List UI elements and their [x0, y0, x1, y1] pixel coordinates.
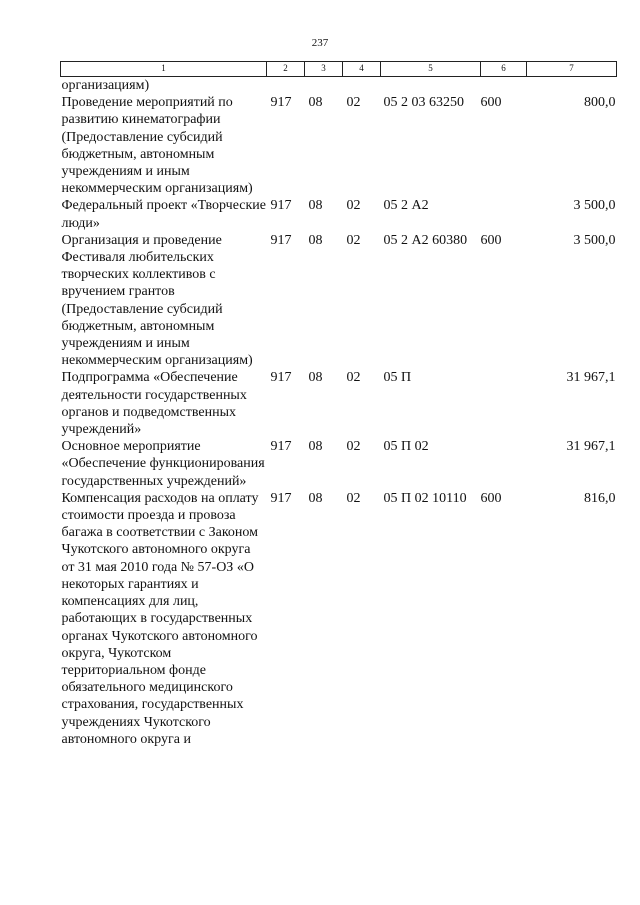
- row-rz: 08: [308, 95, 323, 111]
- row-pr: 02: [346, 490, 361, 506]
- column-header: 3: [305, 62, 343, 77]
- row-csr: [381, 77, 481, 95]
- row-csr: 05 2 А2 60380: [383, 232, 468, 248]
- row-pr: 02: [346, 232, 361, 248]
- row-sum: 31 967,1: [566, 439, 616, 455]
- row-name: Федеральный проект «Творческие люди»: [61, 198, 266, 231]
- row-sum: 31 967,1: [566, 370, 616, 386]
- column-header: 1: [61, 62, 267, 77]
- row-pr: 02: [346, 370, 361, 386]
- row-name: Компенсация расходов на оплату стоимости проезда и провоза багажа в соответствии с Законом Чукотского автономного округа от 31 мая 2010 года № 57-ОЗ «О некоторых гарантиях и компенсациях для лиц, работающих в государственных органах Чукотского автономного округа, Чукотском территориальном фонде обязательного медицинского страхования, государственных учреждениях Чукотского автономного округа и: [61, 490, 259, 747]
- table-row: [61, 490, 617, 748]
- row-name: Организация и проведение Фестиваля любительских творческих коллективов с вручением грантов (Предоставление субсидий бюджетным, автономным учреждениям и иным некоммерческим организациям): [61, 232, 253, 369]
- row-gl: 917: [270, 439, 292, 455]
- row-name: Основное мероприятие «Обеспечение функционирования государственных учреждений»: [61, 439, 265, 489]
- row-sum: 3 500,0: [573, 232, 616, 248]
- row-sum: 3 500,0: [573, 198, 616, 214]
- row-csr: 05 П: [383, 370, 412, 386]
- row-vr: [481, 369, 527, 438]
- column-header: 4: [343, 62, 381, 77]
- row-sum: [527, 77, 617, 95]
- row-gl: 917: [270, 490, 292, 506]
- row-pr: 02: [346, 439, 361, 455]
- row-rz: [305, 77, 343, 95]
- row-name: Подпрограмма «Обеспечение деятельности государственных органов и подведомственных учреждений»: [61, 370, 247, 438]
- column-header: 2: [267, 62, 305, 77]
- table-row: [61, 94, 617, 197]
- row-rz: 08: [308, 198, 323, 214]
- table-row: [61, 232, 617, 370]
- table-row: [61, 438, 617, 490]
- row-vr: 600: [480, 490, 502, 506]
- row-gl: [267, 77, 305, 95]
- row-vr: [481, 438, 527, 490]
- row-sum: 800,0: [584, 95, 616, 111]
- row-vr: 600: [480, 232, 502, 248]
- row-rz: 08: [308, 370, 323, 386]
- column-header: 7: [527, 62, 617, 77]
- row-pr: 02: [346, 198, 361, 214]
- row-vr: [481, 77, 527, 95]
- row-gl: 917: [270, 95, 292, 111]
- row-gl: 917: [270, 370, 292, 386]
- page-number: 237: [311, 37, 329, 49]
- row-vr: [481, 197, 527, 231]
- row-csr: 05 П 02: [383, 439, 429, 455]
- budget-table: [60, 61, 617, 748]
- row-rz: 08: [308, 232, 323, 248]
- table-header: [61, 62, 617, 77]
- row-csr: 05 2 А2: [383, 198, 429, 214]
- row-csr: 05 2 03 63250: [383, 95, 464, 111]
- row-name: Проведение мероприятий по развитию кинематографии (Предоставление субсидий бюджетным, автономным учреждениям и иным некоммерческим организациям): [61, 95, 253, 197]
- column-header: 6: [481, 62, 527, 77]
- row-csr: 05 П 02 10110: [383, 490, 467, 506]
- row-pr: 02: [346, 95, 361, 111]
- table-row: [61, 369, 617, 438]
- table-body: [61, 77, 617, 748]
- table-row: [61, 197, 617, 231]
- row-rz: 08: [308, 439, 323, 455]
- row-gl: 917: [270, 232, 292, 248]
- table-row: [61, 77, 617, 95]
- row-name: организациям): [61, 78, 150, 93]
- row-pr: [343, 77, 381, 95]
- row-vr: 600: [480, 95, 502, 111]
- row-sum: 816,0: [584, 490, 616, 506]
- column-header: 5: [381, 62, 481, 77]
- row-rz: 08: [308, 490, 323, 506]
- row-gl: 917: [270, 198, 292, 214]
